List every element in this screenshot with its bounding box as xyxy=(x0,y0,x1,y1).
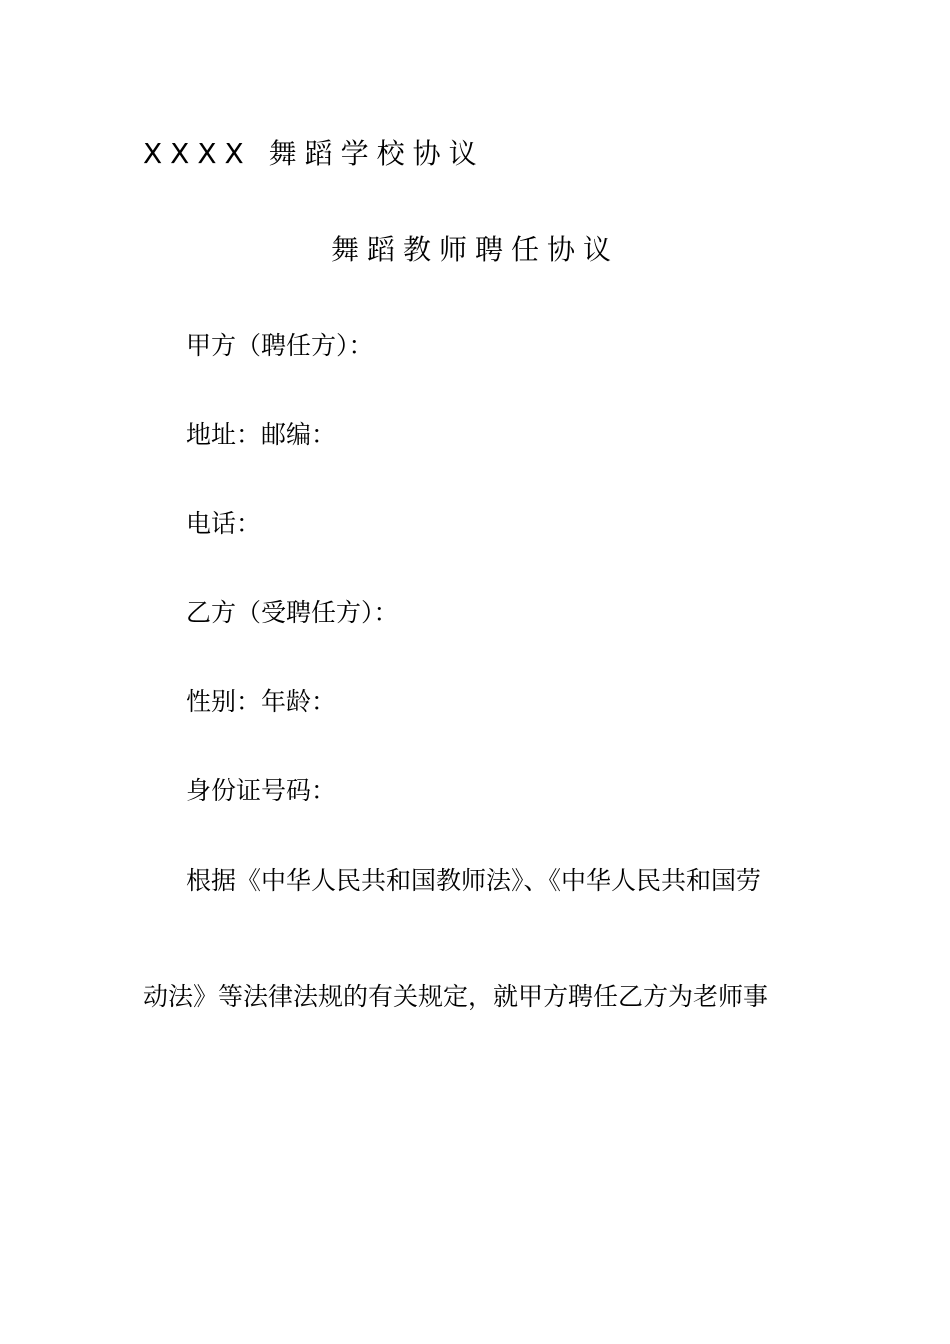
document-header: XXXX 舞蹈学校协议 xyxy=(143,137,485,170)
gender-age-field: 性别：年龄： xyxy=(186,687,337,716)
phone-field: 电话： xyxy=(186,509,262,538)
party-a-field: 甲方（聘任方）： xyxy=(186,331,374,360)
id-number-field: 身份证号码： xyxy=(186,776,337,805)
body-paragraph-line-2: 动法》等法律法规的有关规定，就甲方聘任乙方为老师事 xyxy=(143,982,769,1011)
document-title: 舞蹈教师聘任协议 xyxy=(330,233,619,266)
body-paragraph-line-1: 根据《中华人民共和国教师法》、《中华人民共和国劳 xyxy=(186,866,762,895)
party-b-field: 乙方（受聘任方）： xyxy=(186,598,399,627)
address-field: 地址：邮编： xyxy=(186,420,337,449)
